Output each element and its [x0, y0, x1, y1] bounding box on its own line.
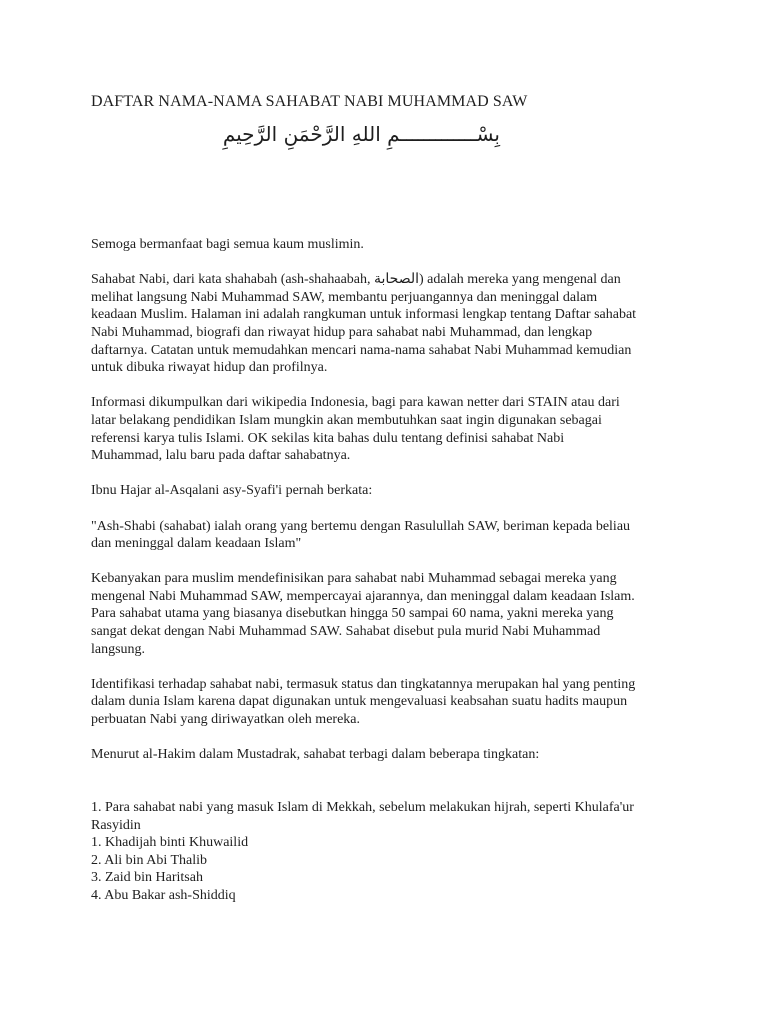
- paragraph-quote: "Ash-Shabi (sahabat) ialah orang yang bertemu dengan Rasulullah SAW, beriman kepada beliau dan meninggal dalam keadaan Islam": [91, 518, 631, 552]
- paragraph-muslim-definition: Kebanyakan para muslim mendefinisikan para sahabat nabi Muhammad sebagai mereka yang mengenal Nabi Muhammad SAW, mempercayai ajarannya, dan meninggal dalam keadaan Islam. Para sahabat utama yang biasanya disebutkan hingga 50 sampai 60 nama, yakni mereka yang sangat dekat dengan Nabi Muhammad SAW. Sahabat disebut pula murid Nabi Muhammad langsung.: [91, 571, 635, 657]
- list-item: 1. Khadijah binti Khuwailid: [91, 835, 249, 851]
- basmala-text: بِسْـــــــــــــمِ اللهِ الرَّحْمَنِ الرَّحِيمِ: [222, 122, 500, 146]
- list-item: 4. Abu Bakar ash-Shiddiq: [91, 887, 236, 903]
- paragraph-intro: Semoga bermanfaat bagi semua kaum muslimin.: [91, 237, 364, 252]
- list-item: 1. Para sahabat nabi yang masuk Islam di Mekkah, sebelum melakukan hijrah, seperti Khulafa'ur Rasyidin: [91, 800, 634, 833]
- sahabat-list: [91, 799, 691, 905]
- paragraph-source: Informasi dikumpulkan dari wikipedia Indonesia, bagi para kawan netter dari STAIN atau dari latar belakang pendidikan Islam mungkin akan membutuhkan saat ingin digunakan sebagai referensi karya tulis Islami. OK sekilas kita bahas dulu tentang definisi sahabat Nabi Muhammad, lalu baru pada daftar sahabatnya.: [91, 395, 620, 464]
- spacer: [91, 781, 691, 799]
- list-item: 2. Ali bin Abi Thalib: [91, 852, 208, 868]
- document-body: [91, 236, 691, 905]
- document-title: DAFTAR NAMA-NAMA SAHABAT NABI MUHAMMAD SAW: [91, 93, 528, 110]
- paragraph-identification: Identifikasi terhadap sahabat nabi, termasuk status dan tingkatannya merupakan hal yang penting dalam dunia Islam karena dapat digunakan untuk mengevaluasi keabsahan suatu hadits maupun perbuatan Nabi yang diriwayatkan oleh mereka.: [91, 676, 636, 728]
- paragraph-levels: Menurut al-Hakim dalam Mustadrak, sahabat terbagi dalam beberapa tingkatan:: [91, 747, 540, 763]
- list-item: 3. Zaid bin Haritsah: [91, 870, 203, 886]
- paragraph-quote-intro: Ibnu Hajar al-Asqalani asy-Syafi'i pernah berkata:: [91, 483, 373, 499]
- paragraph-definition: Sahabat Nabi, dari kata shahabah (ash-shahaabah, الصحابة) adalah mereka yang mengenal dan melihat langsung Nabi Muhammad SAW, membantu perjuangannya dan meninggal dalam keadaan Muslim. Halaman ini adalah rangkuman untuk informasi lengkap tentang Daftar sahabat Nabi Muhammad, biografi dan riwayat hidup para sahabat nabi Muhammad, dan lengkap daftarnya. Catatan untuk memudahkan mencari nama-nama sahabat Nabi Muhammad kemudian untuk dibuka riwayat hidup dan profilnya.: [91, 272, 637, 376]
